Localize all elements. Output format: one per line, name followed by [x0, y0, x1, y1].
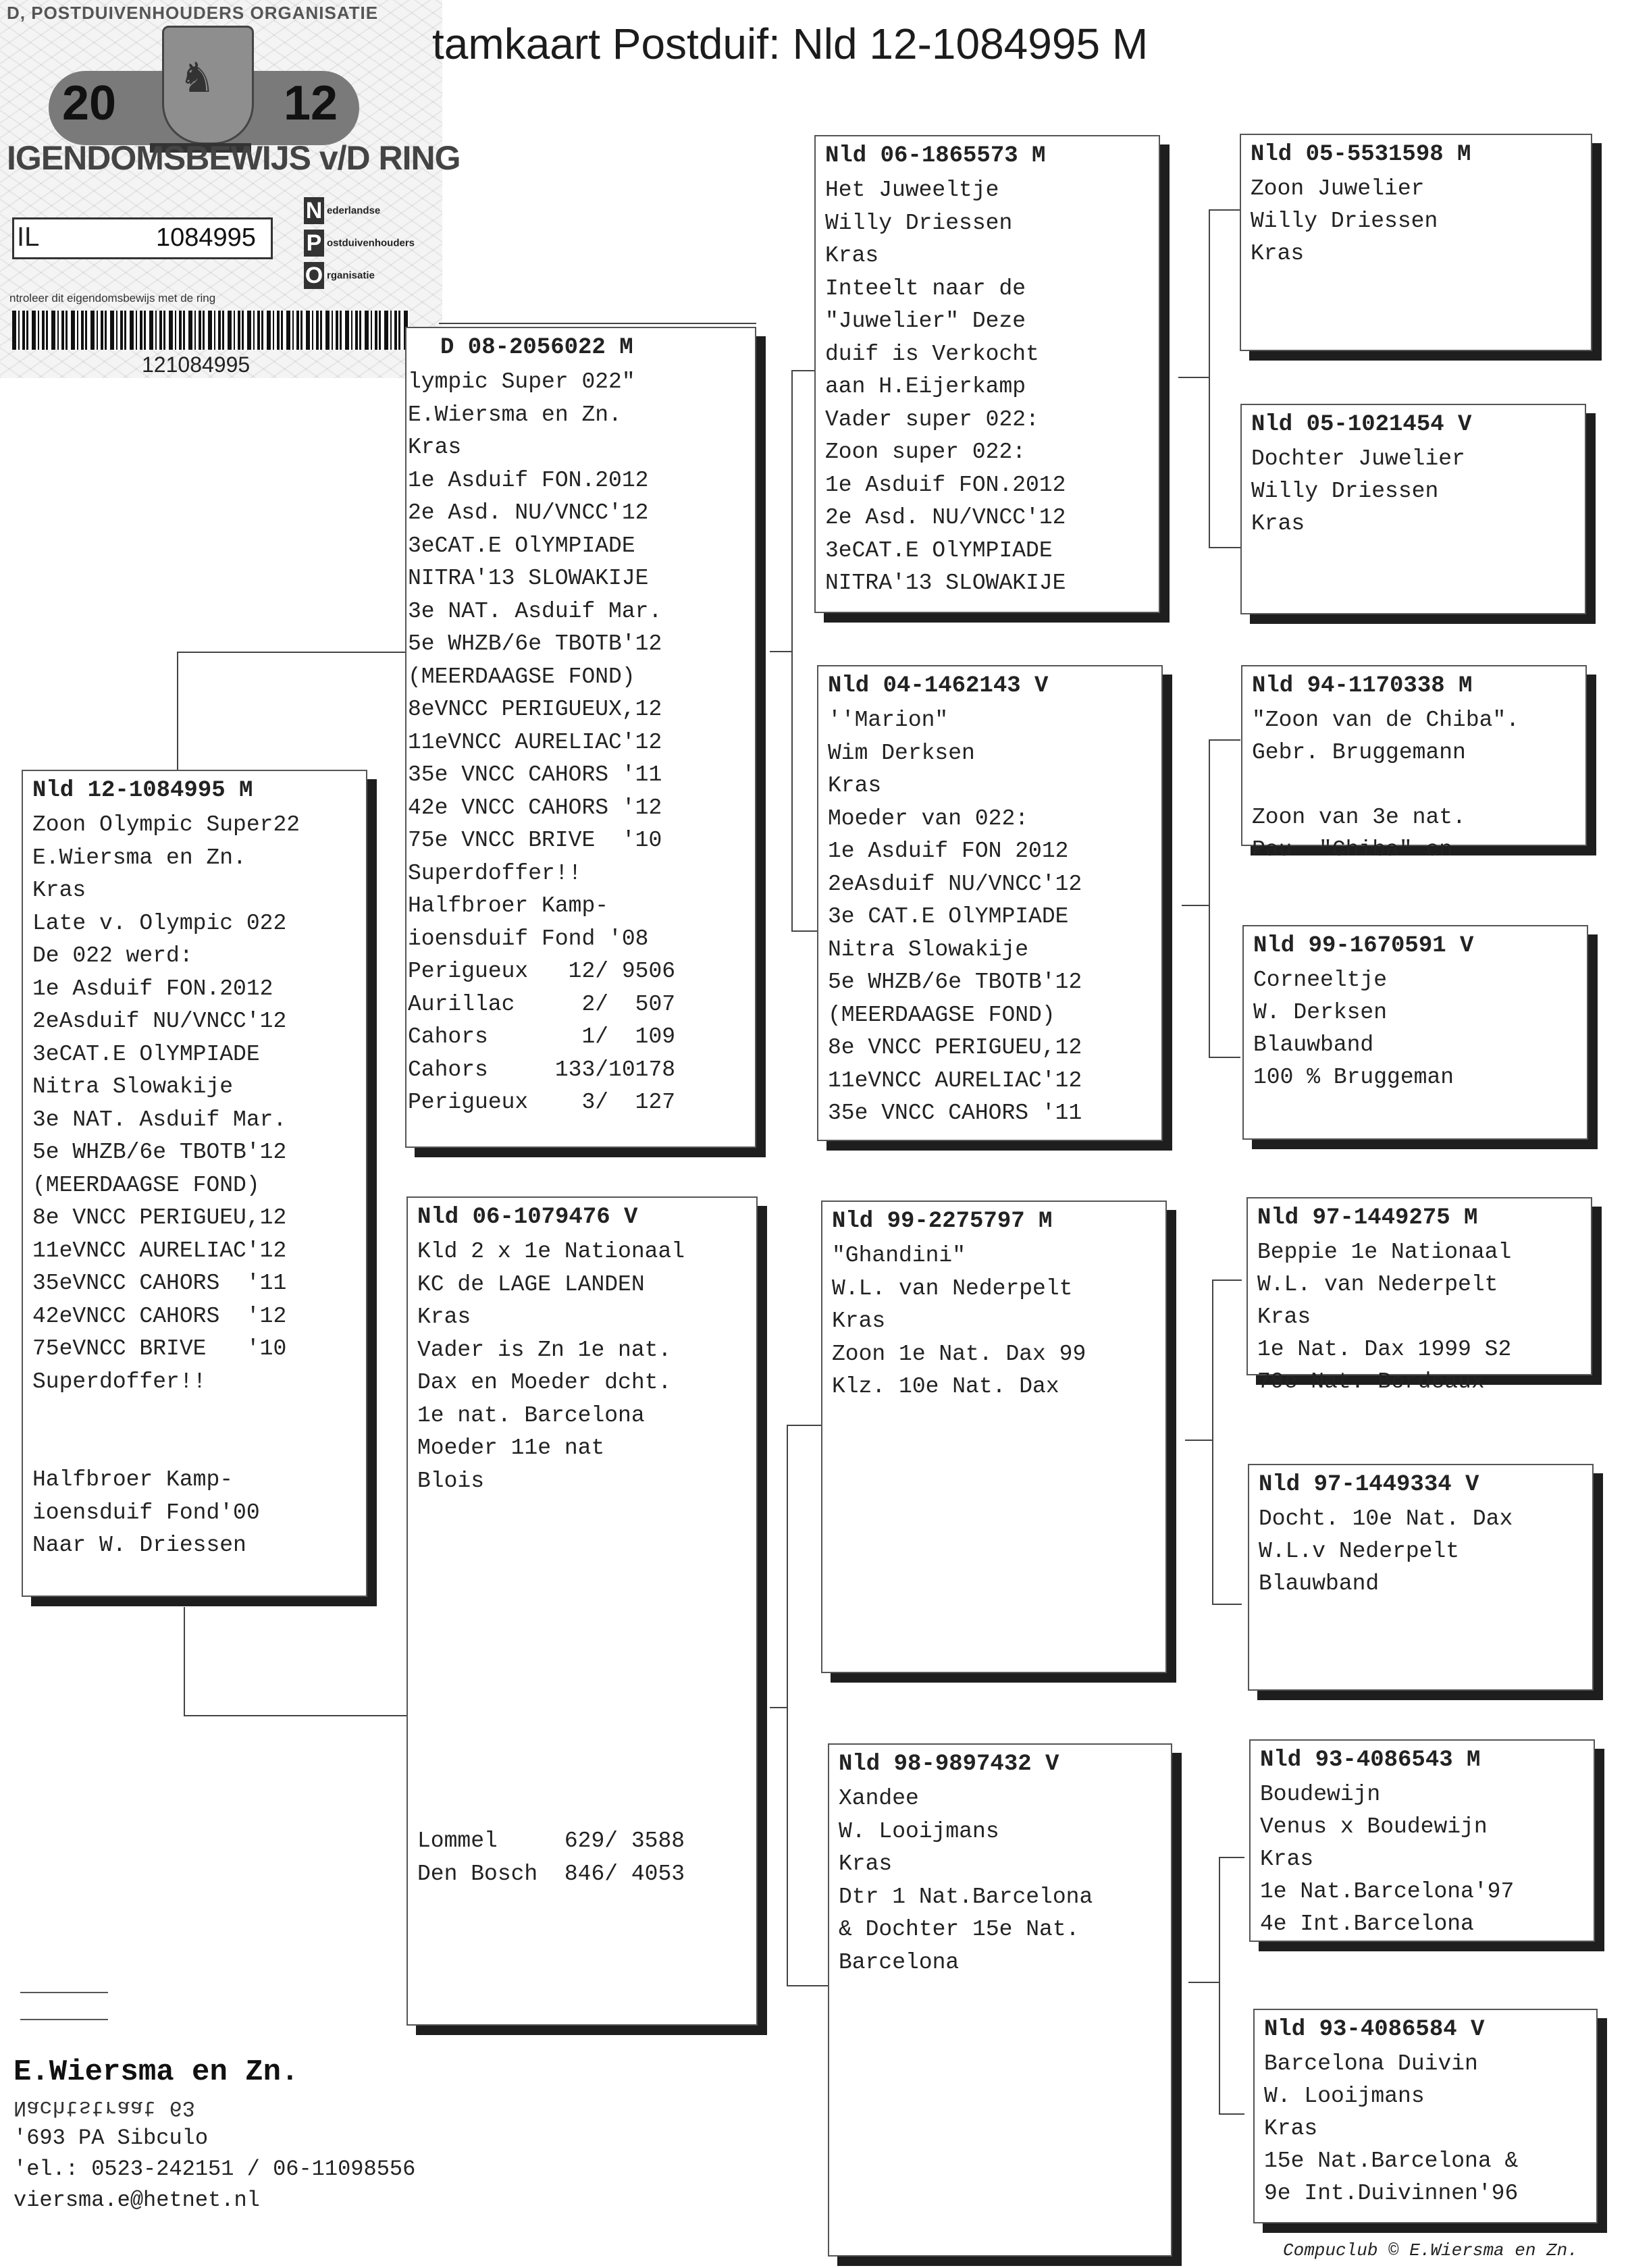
pedigree-line: "Zoon van de Chiba".: [1252, 708, 1520, 733]
pedigree-line: [32, 1398, 366, 1431]
pedigree-line: [1252, 769, 1585, 801]
pedigree-box-fff[interactable]: [1240, 134, 1592, 351]
connector-line: [1185, 1440, 1212, 1441]
pedigree-box-mmf[interactable]: [1249, 1739, 1595, 1942]
pedigree-line: [417, 1793, 756, 1826]
pedigree-line: 8e VNCC PERIGUEU,12: [32, 1205, 287, 1230]
pedigree-line: W.L. van Nederpelt: [1257, 1272, 1498, 1297]
connector-line: [1178, 377, 1209, 378]
pedigree-line: Zoon 1e Nat. Dax 99: [832, 1341, 1086, 1367]
divider-line: [20, 1992, 108, 1993]
pedigree-line: 8eVNCC PERIGUEUX,12: [408, 697, 662, 722]
pedigree-line: 1e Asduif FON 2012: [828, 839, 1069, 864]
pedigree-line: 4e Int.Barcelona: [1260, 1911, 1474, 1936]
pedigree-line: Perigueux 12/ 9506: [408, 959, 676, 984]
connector-line: [1209, 209, 1210, 547]
ring-number: Nld 05-5531598 M: [1251, 142, 1471, 167]
pedigree-line: "Ghandini": [832, 1243, 966, 1268]
connector-line: [787, 1985, 829, 1986]
org-letter-p: P ostduivenhouders: [304, 230, 415, 257]
pedigree-line: 3eCAT.E OlYMPIADE: [825, 537, 1053, 563]
connector-line: [791, 370, 815, 371]
pedigree-line: Moeder van 022:: [828, 806, 1029, 831]
pedigree-line: Kras: [1251, 241, 1305, 266]
pedigree-line: Boudewijn: [1260, 1782, 1381, 1807]
pedigree-line: Zoon van 3e nat.: [1252, 805, 1466, 830]
pedigree-line: [417, 1563, 756, 1596]
org-letter-o: O rganisatie: [305, 263, 375, 288]
pedigree-lines: [832, 1240, 1165, 1404]
owner-block: [14, 2053, 415, 2216]
certificate-heading: IGENDOMSBEWIJS v/D RING: [7, 139, 461, 177]
pedigree-box-fmf[interactable]: [1241, 665, 1587, 862]
pedigree-line: NITRA'13 SLOWAKIJE: [408, 566, 649, 591]
pedigree-lines: [1257, 1236, 1591, 1398]
pedigree-line: Docht. 10e Nat. Dax: [1259, 1506, 1513, 1531]
pedigree-line: [417, 1694, 756, 1727]
pedigree-line: aan H.Eijerkamp: [825, 374, 1026, 399]
pedigree-line: Perigueux 3/ 127: [408, 1090, 676, 1115]
pedigree-line: W. Looijmans: [1264, 2084, 1425, 2109]
pedigree-line: ioensduif Fond'00: [32, 1500, 260, 1525]
pedigree-line: De 022 werd:: [32, 943, 193, 968]
lion-crest-icon: ♞: [162, 26, 254, 144]
certificate-ring-prefix: IL: [17, 222, 40, 252]
certificate-ring-field: [12, 217, 273, 259]
pedigree-line: 1e Nat.Barcelona'97: [1260, 1879, 1515, 1904]
connector-line: [1219, 2113, 1244, 2115]
pedigree-line: Willy Driessen: [825, 210, 1013, 236]
pedigree-lines: [1260, 1778, 1594, 1941]
pedigree-line: Aurillac 2/ 507: [408, 991, 676, 1017]
pedigree-line: Xandee: [839, 1786, 919, 1811]
pedigree-line: 11eVNCC AURELIAC'12: [32, 1238, 287, 1263]
barcode-number: 121084995: [142, 352, 251, 377]
pedigree-lines: [825, 174, 1159, 600]
connector-line: [787, 1425, 788, 1985]
pedigree-line: Kras: [1264, 2116, 1318, 2141]
pedigree-line: ''Marion": [828, 708, 949, 733]
pedigree-box-father[interactable]: [405, 327, 756, 1148]
owner-email[interactable]: viersma.e@hetnet.nl: [14, 2188, 260, 2213]
pedigree-line: Superdoffer!!: [408, 860, 582, 886]
pedigree-line: Klz. 10e Nat. Dax: [832, 1374, 1059, 1399]
pedigree-line: Dax en Moeder dcht.: [417, 1370, 672, 1395]
owner-phone: 'el.: 0523-242151 / 06-11098556: [14, 2157, 416, 2182]
ring-number: Nld 98-9897432 V: [839, 1751, 1059, 1777]
ring-number: Nld 93-4086543 M: [1260, 1747, 1481, 1773]
connector-line: [791, 930, 818, 932]
pedigree-line: Dtr 1 Nat.Barcelona: [839, 1884, 1093, 1909]
connector-line: [791, 370, 793, 930]
org-letter-n: N ederlandse: [304, 197, 380, 224]
connector-line: [1209, 739, 1210, 1057]
pedigree-line: Barcelona Duivin: [1264, 2051, 1478, 2076]
pedigree-line: duif is Verkocht: [825, 341, 1039, 367]
pedigree-lines: [828, 704, 1161, 1130]
pedigree-lines: [1252, 704, 1585, 866]
pedigree-line: Blauwband: [1253, 1032, 1374, 1057]
certificate-header: D, POSTDUIVENHOUDERS ORGANISATIE: [7, 3, 379, 23]
pedigree-line: Kras: [832, 1309, 886, 1334]
pedigree-box-mf[interactable]: [821, 1201, 1167, 1673]
pedigree-line: 75eVNCC BRIVE '10: [32, 1336, 287, 1361]
pedigree-line: 1e Asduif FON.2012: [32, 976, 273, 1001]
pedigree-line: Vader super 022:: [825, 406, 1039, 432]
pedigree-line: Kras: [1251, 511, 1305, 536]
pedigree-line: ioensduif Fond '08: [408, 926, 649, 951]
pedigree-line: 35eVNCC CAHORS '11: [32, 1271, 287, 1296]
pedigree-line: [417, 1727, 756, 1760]
ring-number: Nld 99-2275797 M: [832, 1209, 1053, 1234]
pedigree-line: NITRA'13 SLOWAKIJE: [825, 571, 1066, 596]
pedigree-line: W. Derksen: [1253, 1000, 1388, 1025]
pedigree-line: [417, 1760, 756, 1793]
pedigree-line: Pau "Chiba" en: [1252, 837, 1453, 862]
pedigree-line: Nitra Slowakije: [32, 1074, 234, 1099]
pedigree-line: 2e Asd. NU/VNCC'12: [825, 505, 1066, 530]
pedigree-line: W. Looijmans: [839, 1818, 999, 1844]
pedigree-line: Den Bosch 846/ 4053: [417, 1861, 685, 1887]
pedigree-lines: [417, 1236, 756, 1891]
pedigree-lines: [32, 809, 366, 1562]
pedigree-line: Kras: [1257, 1304, 1311, 1329]
connector-line: [1212, 1280, 1213, 1604]
pedigree-box-subject[interactable]: [22, 770, 367, 1597]
pedigree-lines: [408, 366, 755, 1119]
pedigree-line: lympic Super 022": [408, 369, 635, 394]
pedigree-line: Kras: [825, 243, 879, 268]
pedigree-line: Corneeltje: [1253, 968, 1388, 993]
connector-line: [770, 1707, 787, 1708]
ring-number: D 08-2056022 M: [440, 335, 633, 361]
connector-line: [184, 1607, 185, 1715]
pedigree-line: [417, 1531, 756, 1564]
pedigree-line: 100 % Bruggeman: [1253, 1065, 1454, 1090]
pedigree-box-ff[interactable]: [814, 135, 1160, 613]
pedigree-line: Zoon Juwelier: [1251, 176, 1425, 201]
ring-number: Nld 06-1865573 M: [825, 143, 1046, 169]
barcode: [12, 311, 409, 350]
pedigree-line: Kras: [417, 1304, 471, 1329]
pedigree-line: W.L.v Nederpelt: [1259, 1539, 1460, 1564]
pedigree-line: "Juwelier" Deze: [825, 309, 1026, 334]
pedigree-box-ffm[interactable]: [1240, 404, 1586, 614]
pedigree-line: 75e VNCC BRIVE '10: [408, 828, 662, 853]
pedigree-box-mff[interactable]: [1246, 1197, 1592, 1394]
ring-number: Nld 99-1670591 V: [1253, 933, 1474, 959]
pedigree-line: Willy Driessen: [1251, 209, 1438, 234]
connector-line: [1182, 905, 1209, 906]
pedigree-line: 2eAsduif NU/VNCC'12: [32, 1009, 287, 1034]
pedigree-line: 8e VNCC PERIGUEU,12: [828, 1035, 1082, 1060]
pedigree-line: 11eVNCC AURELIAC'12: [828, 1067, 1082, 1093]
pedigree-lines: [1251, 443, 1585, 540]
pedigree-lines: [1253, 964, 1587, 1094]
pedigree-line: E.Wiersma en Zn.: [408, 402, 622, 427]
certificate-check-text: ntroleer dit eigendomsbewijs met de ring: [9, 292, 216, 305]
divider-line: [20, 2019, 108, 2020]
pedigree-box-mother[interactable]: [406, 1196, 758, 2026]
pedigree-line: Vader is Zn 1e nat.: [417, 1337, 672, 1363]
pedigree-line: [417, 1498, 756, 1531]
pedigree-line: Cahors 1/ 109: [408, 1024, 676, 1049]
pedigree-line: Dochter Juwelier: [1251, 446, 1465, 471]
pedigree-line: 9e Int.Duivinnen'96: [1264, 2181, 1519, 2206]
pedigree-line: 35e VNCC CAHORS '11: [828, 1101, 1082, 1126]
certificate-ring-number: 1084995: [156, 223, 256, 252]
pedigree-line: Zoon Olympic Super22: [32, 812, 300, 837]
connector-line: [177, 652, 178, 772]
pedigree-line: 42e VNCC CAHORS '12: [408, 795, 662, 820]
pedigree-line: Superdoffer!!: [32, 1369, 207, 1394]
pedigree-line: 35e VNCC CAHORS '11: [408, 762, 662, 787]
pedigree-line: Willy Driessen: [1251, 479, 1439, 504]
owner-postal: '693 PA Sibculo: [14, 2126, 209, 2151]
pedigree-box-fmm[interactable]: [1242, 925, 1588, 1140]
pedigree-line: 2eAsduif NU/VNCC'12: [828, 871, 1082, 897]
pedigree-lines: [1259, 1503, 1592, 1600]
certificate-year-left: 20: [62, 76, 117, 130]
pedigree-line: 1e nat. Barcelona: [417, 1402, 645, 1428]
pedigree-line: Cahors 133/10178: [408, 1057, 676, 1082]
connector-line: [184, 1715, 406, 1716]
pedigree-line: W.L. van Nederpelt: [832, 1275, 1073, 1301]
pedigree-line: Kras: [1260, 1847, 1314, 1872]
connector-line: [1188, 1982, 1219, 1983]
pedigree-line: Gebr. Bruggemann: [1252, 740, 1466, 765]
pedigree-line: [417, 1629, 756, 1662]
pedigree-box-mm[interactable]: [828, 1743, 1172, 2257]
ring-number: Nld 94-1170338 M: [1252, 673, 1473, 699]
pedigree-box-mmm[interactable]: [1253, 2009, 1598, 2223]
connector-line: [439, 323, 756, 324]
pedigree-line: 5e WHZB/6e TBOTB'12: [828, 970, 1082, 995]
pedigree-line: 5e WHZB/6e TBOTB'12: [32, 1140, 287, 1165]
pedigree-line: Naar W. Driessen: [32, 1533, 246, 1558]
pedigree-line: Late v. Olympic 022: [32, 910, 287, 936]
pedigree-line: 3eCAT.E OlYMPIADE: [408, 533, 635, 558]
pedigree-line: KC de LAGE LANDEN: [417, 1271, 645, 1297]
pedigree-line: Halfbroer Kamp-: [408, 893, 609, 918]
pedigree-line: [417, 1662, 756, 1695]
connector-line: [1219, 1857, 1220, 2113]
pedigree-line: Beppie 1e Nationaal: [1257, 1240, 1512, 1265]
pedigree-line: Halfbroer Kamp-: [32, 1467, 234, 1492]
connector-line: [177, 652, 406, 653]
pedigree-line: Venus x Boudewijn: [1260, 1814, 1488, 1839]
pedigree-line: 42eVNCC CAHORS '12: [32, 1303, 287, 1329]
certificate-year-right: 12: [284, 76, 338, 130]
pedigree-line: & Dochter 15e Nat.: [839, 1917, 1080, 1942]
pedigree-line: (MEERDAAGSE FOND): [828, 1002, 1055, 1028]
pedigree-line: 15e Nat.Barcelona &: [1264, 2148, 1519, 2173]
pedigree-line: 79e Nat. Bordeaux: [1257, 1369, 1485, 1394]
pedigree-line: Zoon super 022:: [825, 440, 1026, 465]
ring-number: Nld 97-1449275 M: [1257, 1205, 1478, 1231]
pedigree-line: E.Wiersma en Zn.: [32, 845, 246, 870]
pedigree-line: Blois: [417, 1468, 485, 1494]
ring-number: Nld 06-1079476 V: [417, 1205, 638, 1230]
connector-line: [787, 1425, 822, 1426]
footer-credit: Compuclub © E.Wiersma en Zn.: [1283, 2240, 1578, 2261]
pedigree-line: Wim Derksen: [828, 740, 975, 766]
pedigree-line: 3e NAT. Asduif Mar.: [408, 598, 662, 624]
pedigree-lines: [1264, 2048, 1596, 2210]
ring-number: Nld 05-1021454 V: [1251, 412, 1472, 438]
pedigree-line: Barcelona: [839, 1949, 960, 1975]
ring-number: Nld 12-1084995 M: [32, 778, 253, 803]
connector-line: [1209, 1057, 1240, 1058]
pedigree-box-mfm[interactable]: [1248, 1464, 1594, 1691]
pedigree-line: Inteelt naar de: [825, 275, 1026, 301]
connector-line: [770, 651, 791, 652]
page-title: tamkaart Postduif: Nld 12-1084995 M: [432, 20, 1149, 68]
connector-line: [1212, 1604, 1242, 1605]
connector-line: [1209, 209, 1240, 211]
pedigree-line: Blauwband: [1259, 1571, 1380, 1596]
pedigree-line: Moeder 11e nat: [417, 1435, 605, 1460]
pedigree-line: 3e CAT.E OlYMPIADE: [828, 904, 1069, 929]
connector-line: [1212, 1280, 1242, 1281]
pedigree-line: (MEERDAAGSE FOND): [32, 1172, 260, 1198]
connector-line: [1219, 1857, 1244, 1858]
ring-number: Nld 97-1449334 V: [1259, 1472, 1479, 1498]
pedigree-line: Kras: [839, 1851, 893, 1876]
ring-number: Nld 04-1462143 V: [828, 673, 1049, 699]
ring-number: Nld 93-4086584 V: [1264, 2017, 1485, 2042]
pedigree-line: 2e Asd. NU/VNCC'12: [408, 500, 649, 525]
pedigree-line: Het Juweeltje: [825, 178, 999, 203]
pedigree-box-fm[interactable]: [817, 665, 1163, 1141]
pedigree-line: 3e NAT. Asduif Mar.: [32, 1107, 287, 1132]
connector-line: [1209, 739, 1240, 741]
pedigree-line: (MEERDAAGSE FOND): [408, 664, 635, 689]
pedigree-line: [417, 1596, 756, 1629]
pedigree-line: Nitra Slowakije: [828, 937, 1029, 962]
pedigree-lines: [1251, 173, 1591, 270]
pedigree-line: 1e Asduif FON.2012: [825, 472, 1066, 498]
pedigree-line: 3eCAT.E OlYMPIADE: [32, 1041, 260, 1067]
connector-line: [1209, 547, 1240, 548]
pedigree-line: [32, 1431, 366, 1465]
pedigree-line: 1e Asduif FON.2012: [408, 467, 649, 493]
pedigree-line: Kras: [32, 878, 86, 903]
owner-name: E.Wiersma en Zn.: [14, 2055, 299, 2089]
pedigree-line: Kras: [408, 435, 462, 460]
pedigree-line: Kld 2 x 1e Nationaal: [417, 1239, 685, 1264]
pedigree-line: Lommel 629/ 3588: [417, 1828, 685, 1853]
pedigree-line: 1e Nat. Dax 1999 S2: [1257, 1337, 1512, 1362]
ring-certificate: [0, 0, 461, 378]
owner-street: Nachtstraat 63: [14, 2095, 195, 2120]
pedigree-line: 11eVNCC AURELIAC'12: [408, 729, 662, 755]
pedigree-lines: [839, 1783, 1171, 1979]
pedigree-line: 5e WHZB/6e TBOTB'12: [408, 631, 662, 656]
pedigree-line: Kras: [828, 773, 882, 798]
